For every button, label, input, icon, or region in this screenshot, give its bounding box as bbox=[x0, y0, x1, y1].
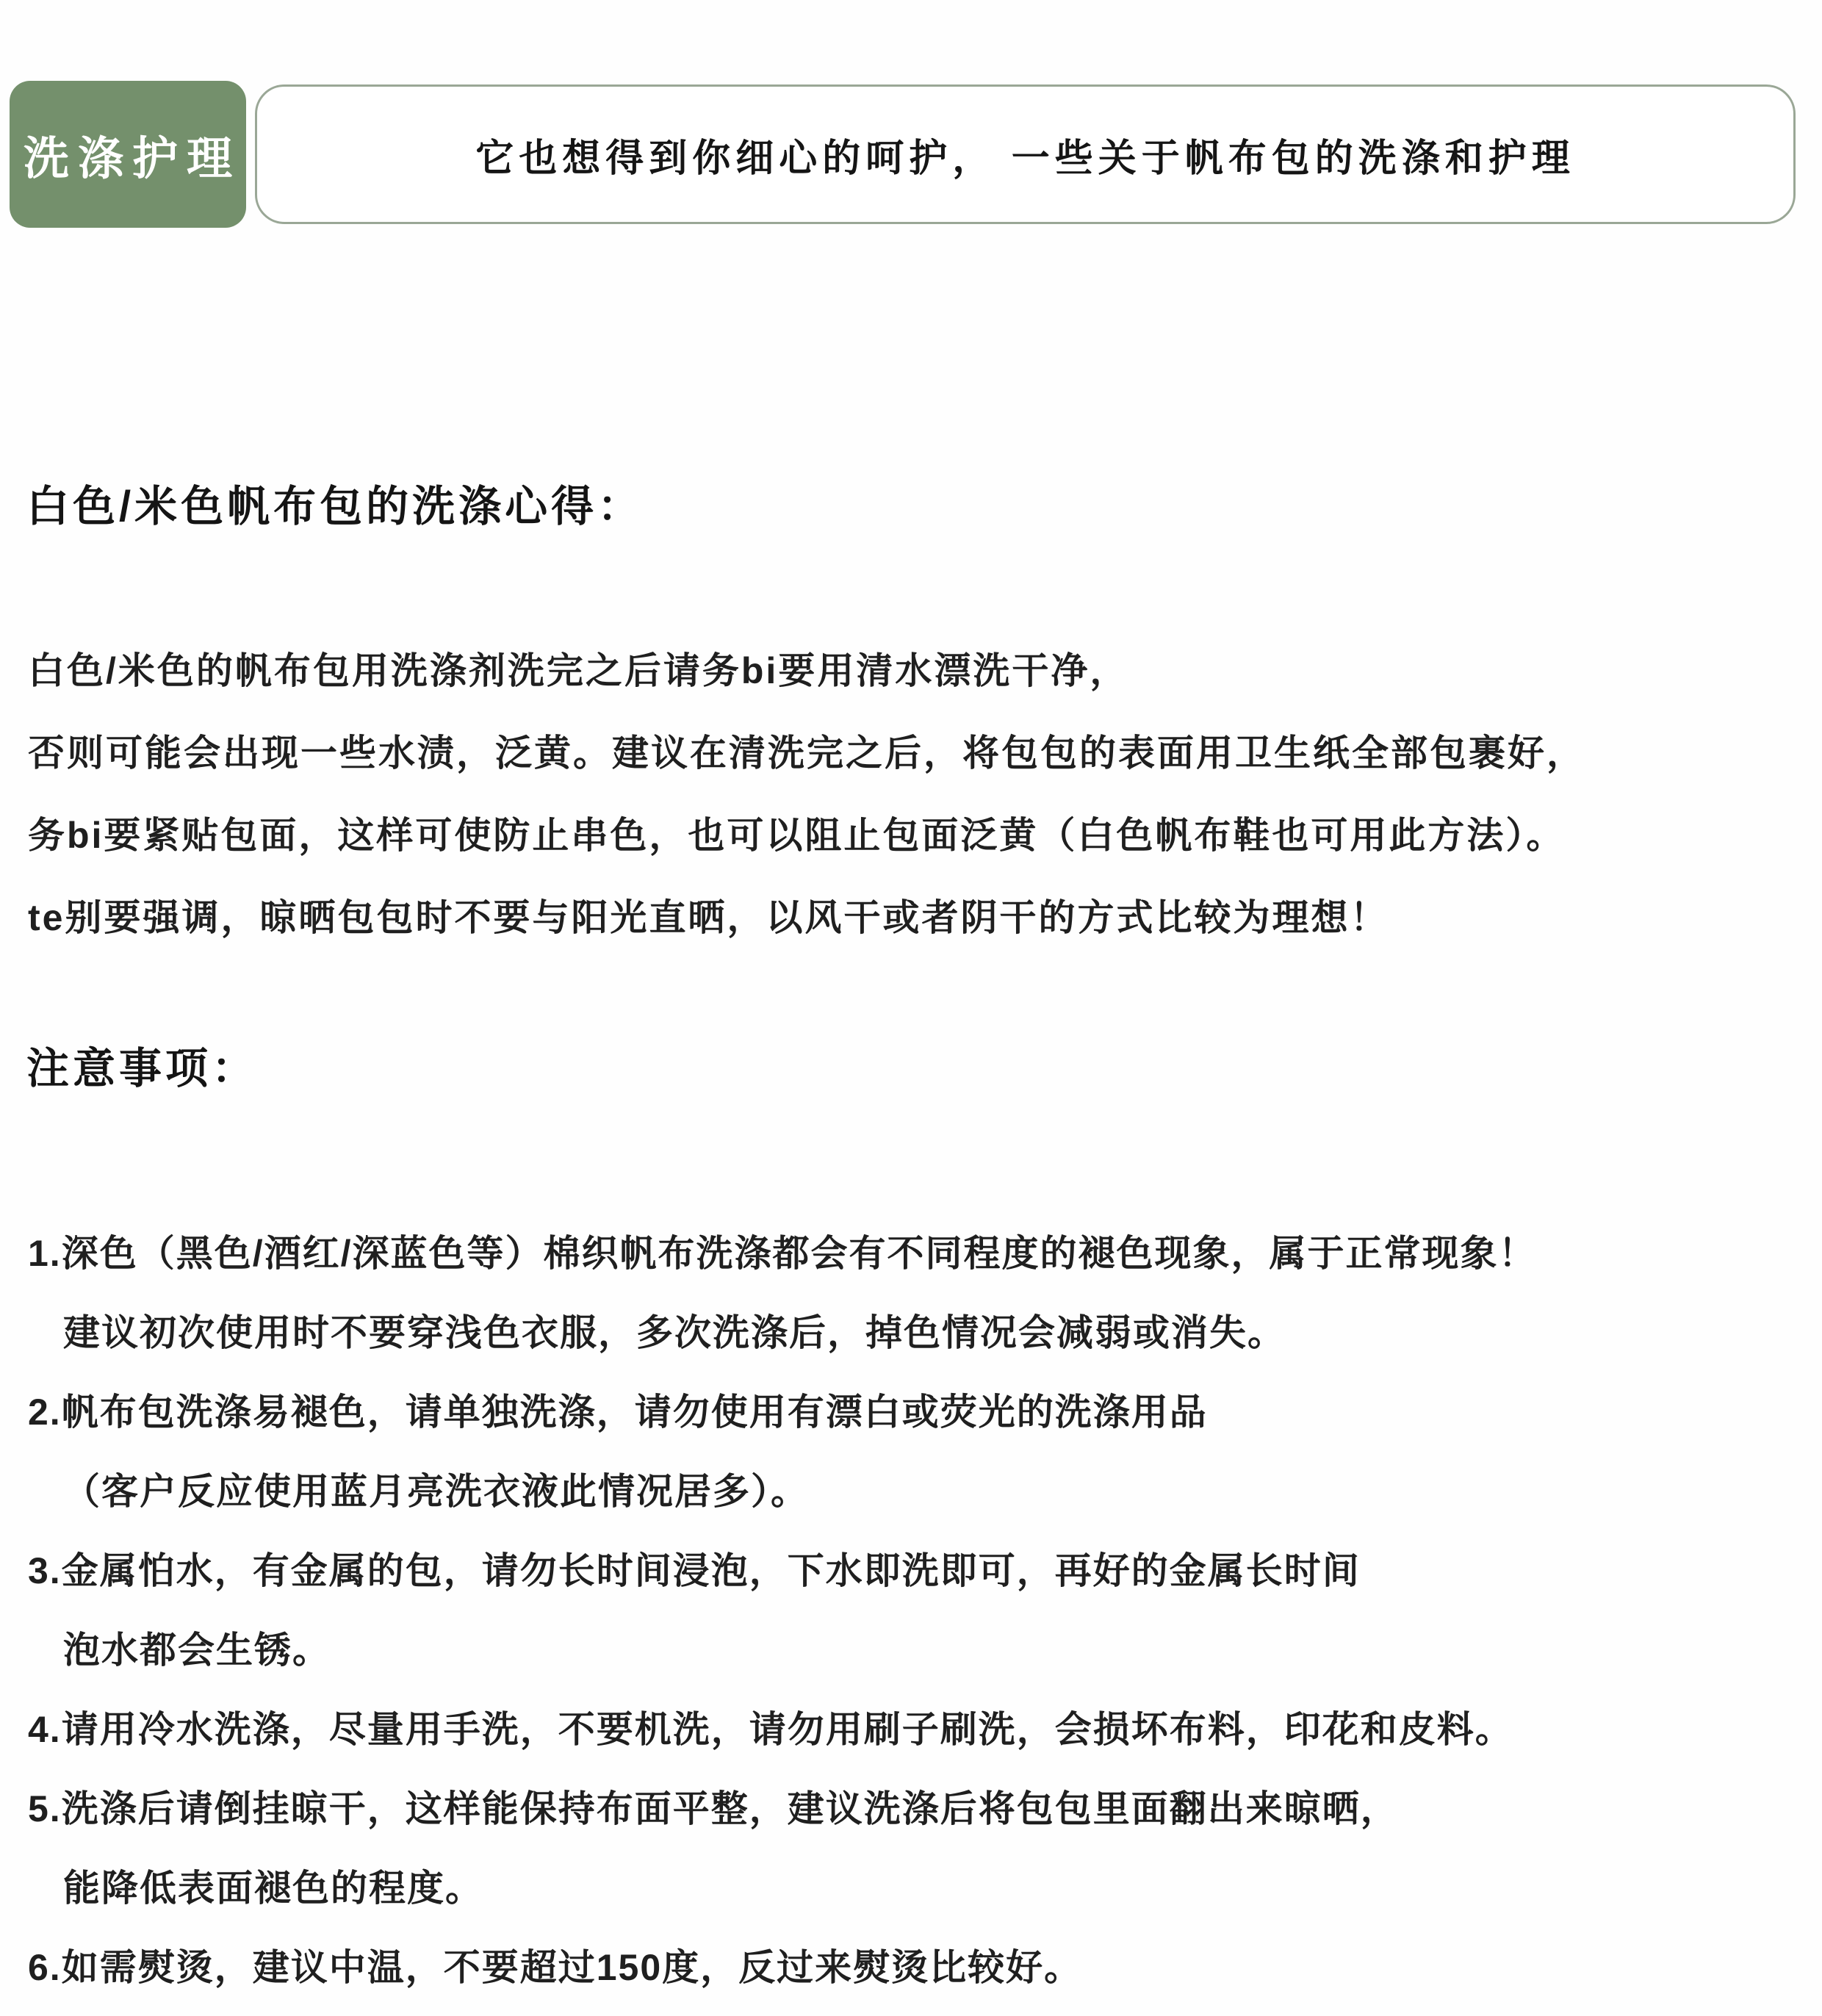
care-badge: 洗涤护理 bbox=[10, 81, 246, 228]
note-item-6: 6.如需熨烫，建议中温，不要超过150度，反过来熨烫比较好。 bbox=[28, 1947, 1083, 1988]
note-item-2: 2.帆布包洗涤易褪色，请单独洗涤，请勿使用有漂白或荧光的洗涤用品 bbox=[28, 1392, 1208, 1433]
tagline-box: 它也想得到你细心的呵护， 一些关于帆布包的洗涤和护理 bbox=[255, 84, 1796, 224]
note-item-3-continuation: 泡水都会生锈。 bbox=[63, 1630, 331, 1671]
paragraph-line: 务bi要紧贴包面，这样可使防止串色，也可以阻止包面泛黄（白色帆布鞋也可用此方法）。 bbox=[28, 815, 1566, 856]
note-item-4: 4.请用冷水洗涤，尽量用手洗，不要机洗，请勿用刷子刷洗，会损坏布料，印花和皮料。 bbox=[28, 1709, 1513, 1750]
note-item-5: 5.洗涤后请倒挂晾干，这样能保持布面平整，建议洗涤后将包包里面翻出来晾晒， bbox=[28, 1788, 1399, 1829]
header bbox=[10, 81, 1796, 228]
note-item-3: 3.金属怕水，有金属的包，请勿长时间浸泡，下水即洗即可，再好的金属长时间 bbox=[28, 1550, 1361, 1591]
note-item-1: 1.深色（黑色/酒红/深蓝色等）棉织帆布洗涤都会有不同程度的褪色现象，属于正常现象！ bbox=[28, 1233, 1537, 1274]
notes-list bbox=[28, 1214, 1807, 2007]
washing-tips-paragraph bbox=[28, 630, 1800, 959]
paragraph-line: 否则可能会出现一些水渍，泛黄。建议在清洗完之后，将包包的表面用卫生纸全部包裹好， bbox=[28, 732, 1585, 774]
paragraph-line: te别要强调，晾晒包包时不要与阳光直晒，以风干或者阴干的方式比较为理想！ bbox=[28, 897, 1389, 938]
note-item-2-continuation: （客户反应使用蓝月亮洗衣液此情况居多）。 bbox=[63, 1471, 809, 1512]
washing-section-title: 白色/米色帆布包的洗涤心得： bbox=[26, 483, 644, 530]
notes-section-title: 注意事项： bbox=[26, 1045, 259, 1092]
note-item-5-continuation: 能降低表面褪色的程度。 bbox=[63, 1868, 483, 1909]
note-item-1-continuation: 建议初次使用时不要穿浅色衣服，多次洗涤后，掉色情况会减弱或消失。 bbox=[63, 1312, 1286, 1353]
paragraph-line: 白色/米色的帆布包用洗涤剂洗完之后请务bi要用清水漂洗干净， bbox=[28, 650, 1129, 691]
